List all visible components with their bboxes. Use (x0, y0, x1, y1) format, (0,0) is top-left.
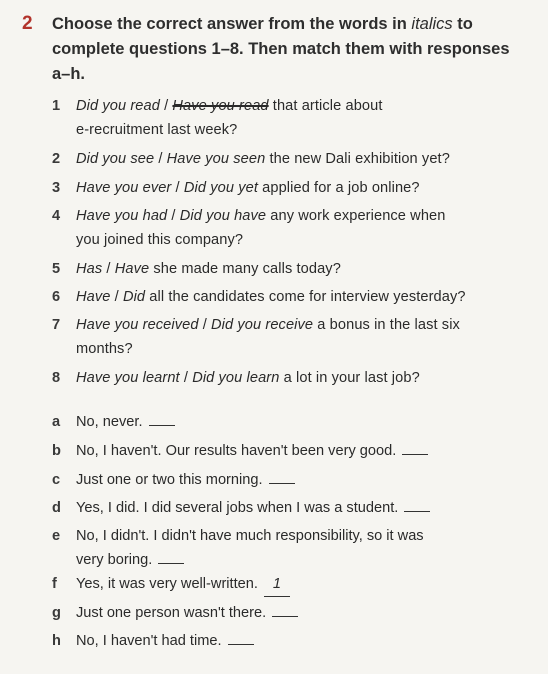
option-2[interactable]: Have (114, 261, 150, 277)
option-2[interactable]: Did you learn (192, 370, 280, 386)
question-2 (52, 147, 542, 171)
option-1[interactable]: Did you see (76, 151, 155, 167)
question-text: that article about (268, 98, 383, 114)
response-letter: c (52, 472, 61, 488)
option-separator: / (198, 317, 212, 333)
response-text: Just one person wasn't there. (76, 605, 267, 621)
response-letter: d (52, 500, 61, 516)
answer-blank[interactable] (272, 604, 298, 617)
question-number: 7 (52, 317, 61, 333)
option-1[interactable]: Have (76, 289, 111, 305)
question-text: a lot in your last job? (279, 370, 420, 386)
question-number: 5 (52, 261, 61, 277)
answer-blank[interactable] (404, 499, 430, 512)
option-1[interactable]: Have you ever (76, 180, 172, 196)
question-text: all the candidates come for interview yesterday? (145, 289, 466, 305)
question-text: a bonus in the last six (313, 317, 460, 333)
question-text-continued: e-recruitment last week? (76, 122, 238, 138)
instruction-part-2: to complete questions 1–8. Then match them with responses a–h. (52, 15, 510, 83)
option-2-crossed-out[interactable]: Have you read (172, 98, 269, 114)
response-text: Yes, it was very well-written. (76, 576, 258, 592)
answer-blank[interactable] (402, 442, 428, 455)
option-1[interactable]: Did you read (76, 98, 160, 114)
response-c (52, 468, 542, 492)
option-2[interactable]: Did you yet (183, 180, 258, 196)
option-2[interactable]: Did you have (179, 208, 267, 224)
response-f (52, 572, 542, 597)
question-text-continued: months? (76, 341, 133, 357)
question-3 (52, 176, 542, 200)
response-h (52, 629, 542, 653)
question-5 (52, 257, 542, 281)
question-number: 1 (52, 98, 61, 114)
question-4 (52, 204, 542, 252)
response-e (52, 524, 542, 572)
question-text: any work experience when (266, 208, 446, 224)
response-g (52, 601, 542, 625)
question-1 (52, 94, 542, 142)
option-separator: / (171, 180, 184, 196)
option-1[interactable]: Has (76, 261, 103, 277)
response-text: Yes, I did. I did several jobs when I was a student. (76, 500, 399, 516)
question-text: the new Dali exhibition yet? (265, 151, 450, 167)
option-1[interactable]: Have you had (76, 208, 168, 224)
question-text-continued: you joined this company? (76, 232, 244, 248)
instruction-part-1: Choose the correct answer from the words in (52, 15, 412, 33)
question-8 (52, 366, 542, 390)
option-1[interactable]: Have you learnt (76, 370, 180, 386)
response-letter: a (52, 414, 61, 430)
response-text: Just one or two this morning. (76, 472, 263, 488)
option-separator: / (179, 370, 193, 386)
exercise-number: 2 (22, 13, 33, 34)
question-6 (52, 285, 542, 309)
question-text: applied for a job online? (257, 180, 420, 196)
option-1[interactable]: Have you received (76, 317, 199, 333)
response-letter: h (52, 633, 61, 649)
option-2[interactable]: Have you seen (166, 151, 266, 167)
question-7 (52, 313, 542, 361)
option-separator: / (102, 261, 115, 277)
answer-blank[interactable] (149, 413, 175, 426)
question-number: 8 (52, 370, 61, 386)
response-b (52, 439, 542, 463)
answer-blank[interactable] (158, 551, 184, 564)
question-number: 4 (52, 208, 61, 224)
response-d (52, 496, 542, 520)
response-text: No, I haven't. Our results haven't been very good. (76, 443, 397, 459)
response-text: No, I didn't. I didn't have much responsibility, so it was (76, 528, 424, 544)
response-text-continued: very boring. (76, 552, 153, 568)
response-text: No, never. (76, 414, 143, 430)
answer-blank[interactable] (269, 471, 295, 484)
answer-blank[interactable] (228, 632, 254, 645)
response-letter: g (52, 605, 61, 621)
question-text: she made many calls today? (149, 261, 341, 277)
option-2[interactable]: Did you receive (211, 317, 314, 333)
option-separator: / (110, 289, 123, 305)
response-letter: b (52, 443, 61, 459)
question-number: 3 (52, 180, 61, 196)
option-separator: / (159, 98, 173, 114)
option-separator: / (154, 151, 167, 167)
option-2[interactable]: Did (122, 289, 146, 305)
question-number: 2 (52, 151, 61, 167)
response-letter: f (52, 576, 57, 592)
question-number: 6 (52, 289, 61, 305)
response-letter: e (52, 528, 61, 544)
response-text: No, I haven't had time. (76, 633, 222, 649)
response-a (52, 410, 542, 434)
exercise-instruction (52, 12, 522, 87)
option-separator: / (167, 208, 180, 224)
answer-blank-filled[interactable]: 1 (264, 572, 290, 597)
instruction-italic-word: italics (411, 15, 453, 33)
